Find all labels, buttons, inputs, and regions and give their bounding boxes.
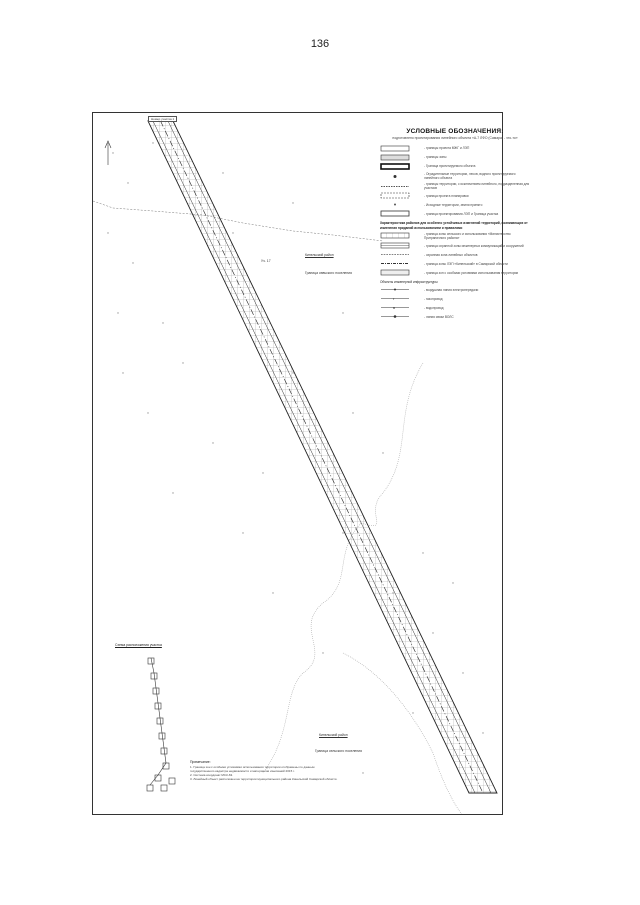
scheme-caption: Схема расположения участка <box>115 643 162 647</box>
corridor-tag: Номер участка 1 <box>148 116 177 122</box>
legend-item: - охранная зона линейных объектов <box>424 252 478 257</box>
legend-item: - граница проекта планировки <box>380 192 530 199</box>
legend <box>380 128 530 322</box>
svg-text:г: г <box>393 296 395 302</box>
municipality-label-1: Кинельский район <box>305 253 334 257</box>
boundary-label-2: Граница сельского поселения <box>315 749 362 753</box>
legend-item: в - водопровод <box>393 305 444 311</box>
legend-item: - граница проектирования ЛЭП и Граница участка <box>380 210 530 217</box>
legend-item: - границы зоны <box>380 154 530 161</box>
legend-item: - линия связи ВОЛС <box>380 313 530 320</box>
legend-section2-title: Характеристика районов для особенно устойчивых изменений территорий, возникающих от изменения приданий использованием и правилами <box>380 221 528 230</box>
boundary-label-1: Граница сельского поселения <box>305 271 352 275</box>
legend-item: - границы проекта МЖГ и ЛЭП <box>380 145 530 152</box>
legend-item: - Граница проектируемого объекта <box>380 163 530 170</box>
legend-title: УСЛОВНЫЕ ОБОЗНАЧЕНИЯ: <box>406 128 504 135</box>
notes-line: 2. Система координат МСК-63. <box>190 772 234 777</box>
legend-item: - граница охранной зоны инженерных коммуникаций и сооружений <box>380 242 530 249</box>
page-number: 136 <box>310 38 330 50</box>
scheme-outline <box>147 658 175 791</box>
point-label-1: Уч. 17 <box>261 259 271 263</box>
notes-heading: Примечание: <box>190 760 211 764</box>
legend-item: - граница зоны сельского и использования «Министерство Приграничного района» <box>380 232 530 240</box>
legend-item: - Оградительные территории, лесов, водного проектируемого линейного объекта <box>380 172 530 180</box>
notes-line: государственного кадастра недвижимости и материалов изысканий 2015 г. <box>190 768 295 773</box>
dashed-boundary <box>93 201 383 241</box>
legend-item: - воздушная линия электропередачи <box>380 286 530 293</box>
notes-line: 1. Граница зон с особыми условиями использования территории отображены по данным <box>190 764 315 769</box>
legend-item: - Исходные территории, земли принято <box>380 201 530 208</box>
legend-item: - граница зон с особыми условиями использования территории <box>380 269 530 276</box>
legend-item: - граница зоны ЛЭП «Кинельский» в Самарской области <box>424 261 508 266</box>
legend-subtitle: подготовлено проектирования линейного объекта «А-7 ЛФО (Самара) - что-то» <box>392 136 518 141</box>
legend-section3-title: Объекты инженерной инфраструктуры <box>380 280 438 285</box>
svg-text:в: в <box>393 305 396 311</box>
north-arrow-icon <box>105 141 111 165</box>
municipality-label-2: Кинельский район <box>319 733 348 737</box>
legend-item: г - газопровод <box>393 296 443 302</box>
notes-line: 3. Линейный объект расположен на территории муниципального района Кинельский Самарской области. <box>190 776 338 781</box>
legend-item: - границы территории, с исключением линейного, подразделенная для участков <box>424 182 530 191</box>
notes <box>190 760 400 781</box>
